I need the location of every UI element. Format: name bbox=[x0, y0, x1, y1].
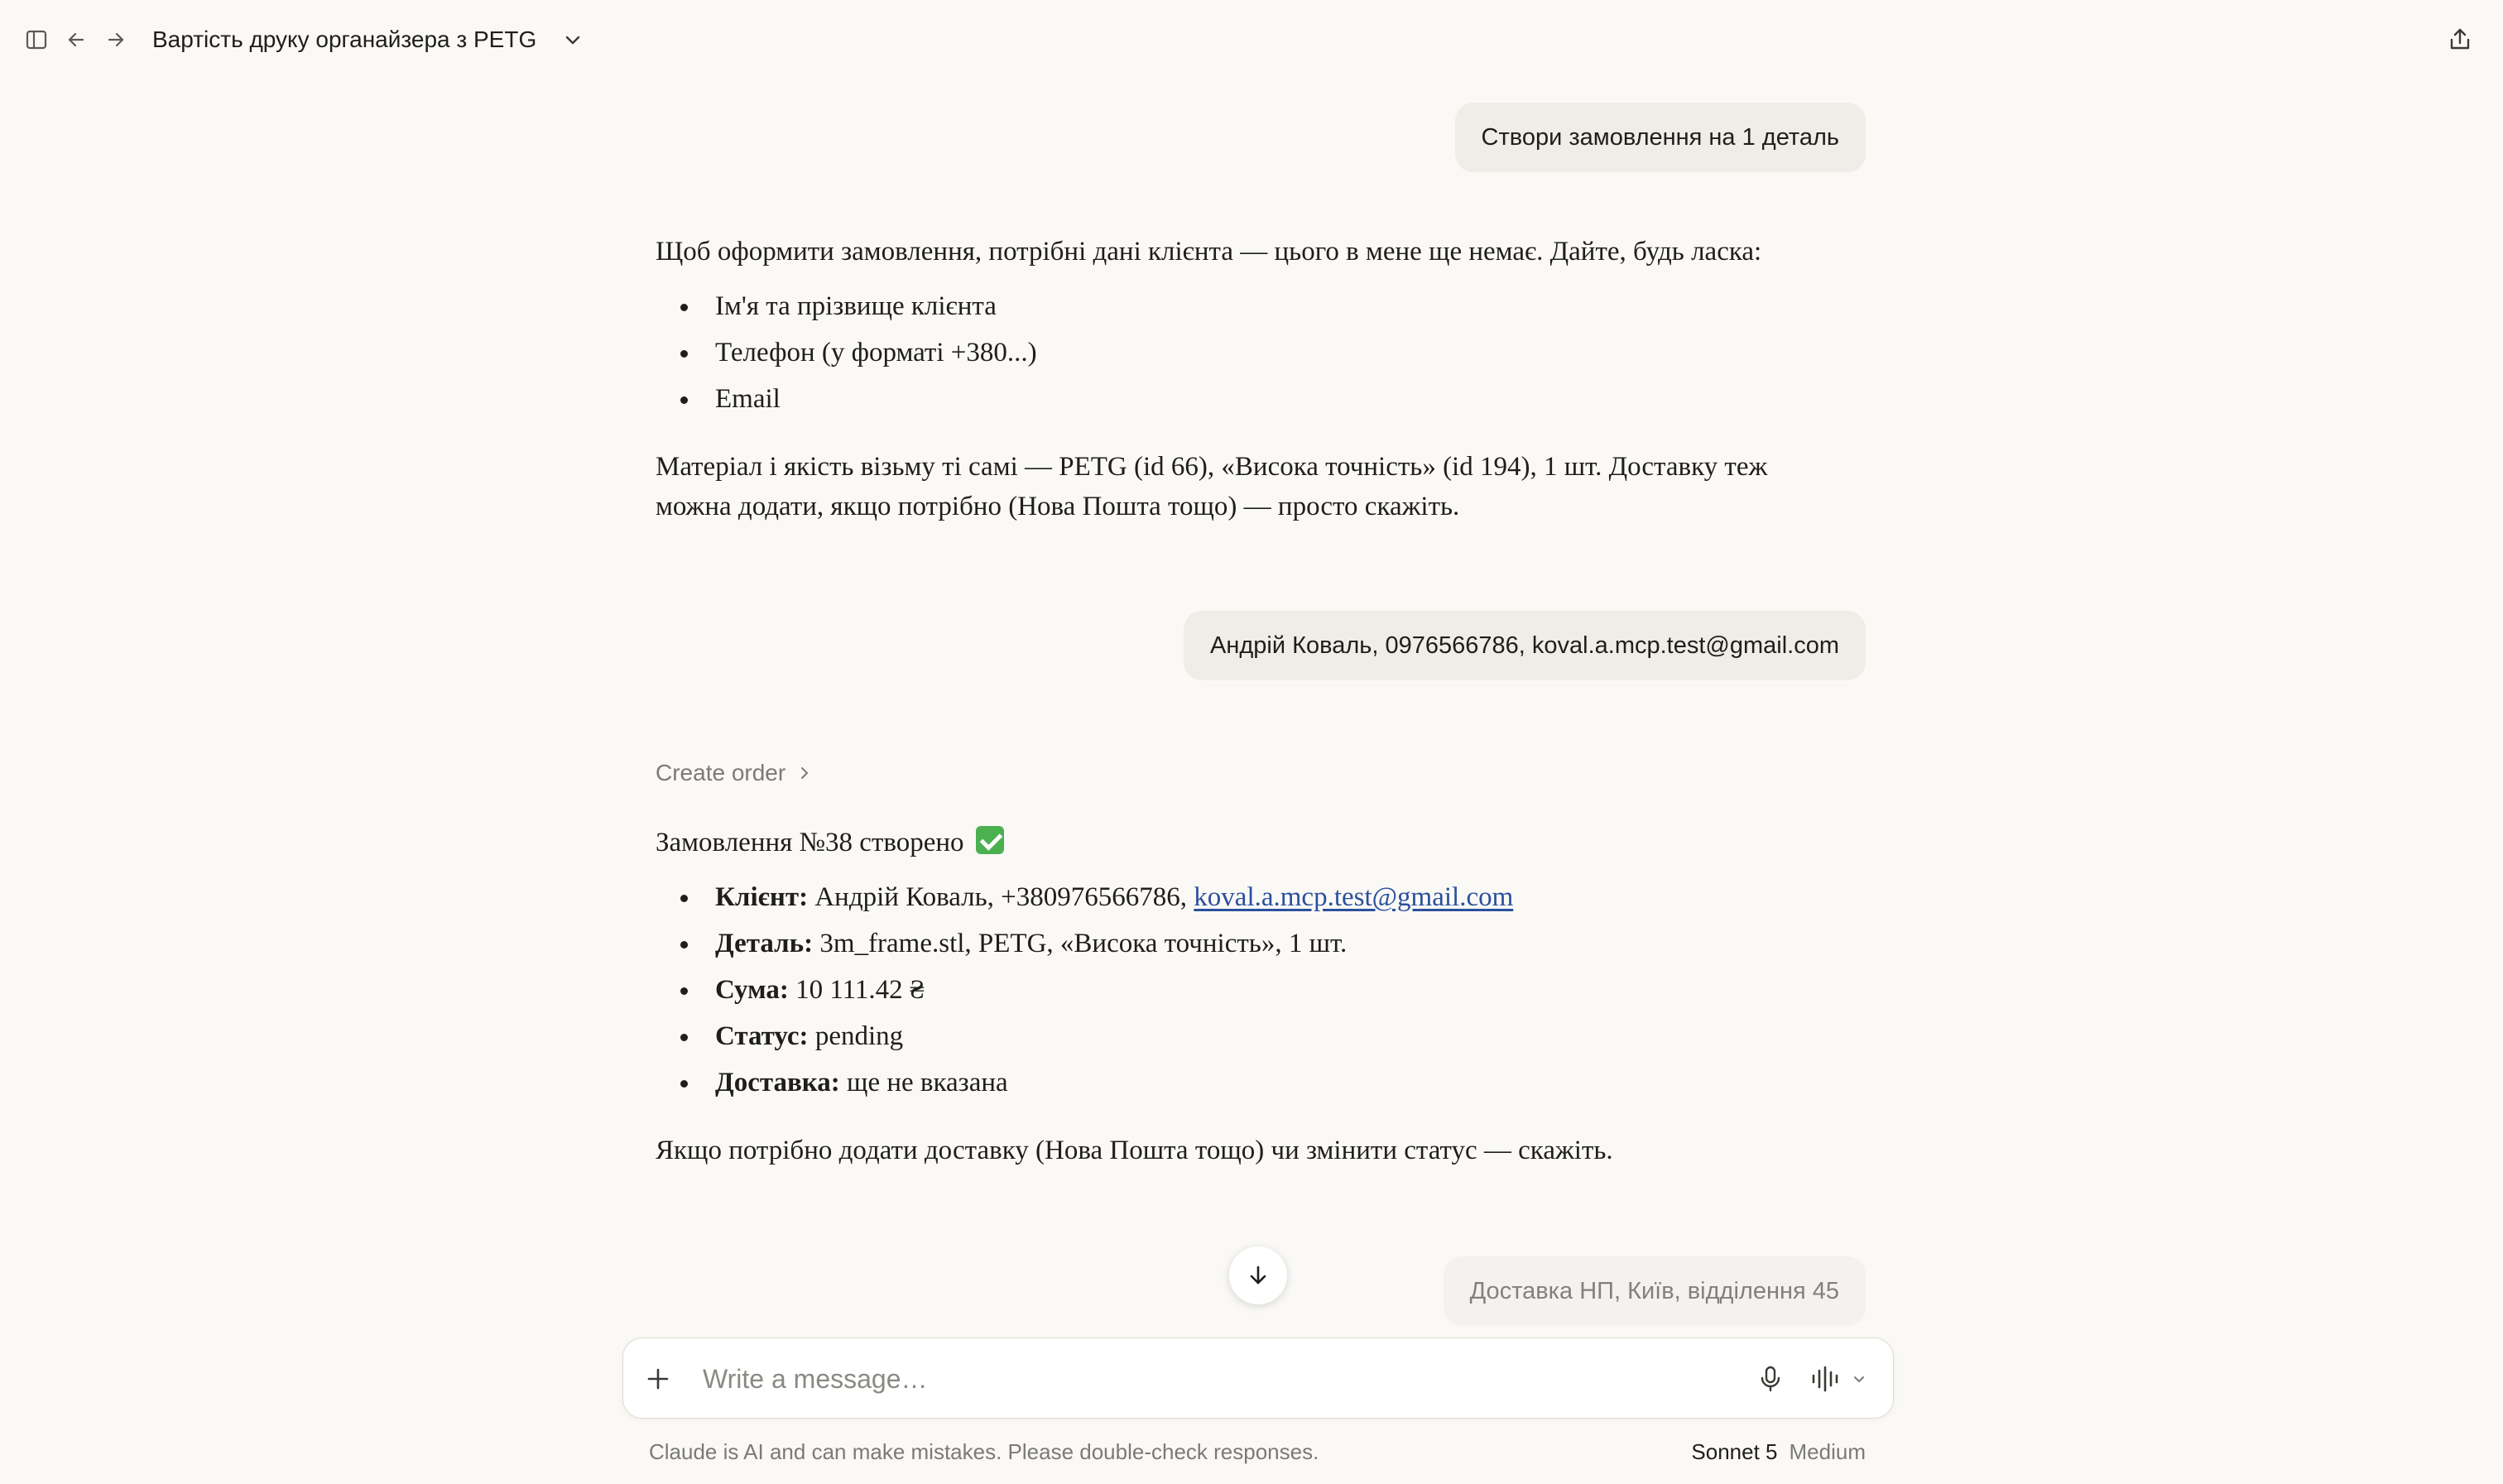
chat-title[interactable]: Вартість друку органайзера з PETG bbox=[152, 26, 537, 52]
detail-label: Сума: bbox=[715, 975, 789, 1005]
user-message-text: Створи замовлення на 1 деталь bbox=[1481, 124, 1839, 151]
order-detail-delivery bbox=[656, 1059, 1847, 1106]
model-effort: Medium bbox=[1789, 1439, 1866, 1464]
assistant-message bbox=[656, 823, 1847, 1170]
detail-value: ще не вказана bbox=[847, 1068, 1008, 1097]
assistant-paragraph: Матеріал і якість візьму ті самі — PETG (id 66), «Висока точність» (id 194), 1 шт. Доставку теж bbox=[656, 452, 1768, 482]
user-message bbox=[1444, 1256, 1866, 1326]
detail-value: Андрій Коваль, +380976566786, bbox=[814, 882, 1188, 912]
assistant-paragraph: Щоб оформити замовлення, потрібні дані клієнта — цього в мене ще немає. Дайте, будь ласка: bbox=[656, 237, 1762, 267]
email-link[interactable]: koval.a.mcp.test@gmail.com bbox=[1194, 882, 1514, 912]
detail-value: 3m_frame.stl, PETG, «Висока точність», 1 шт. bbox=[819, 929, 1348, 958]
tool-call-toggle[interactable] bbox=[656, 756, 812, 790]
chevron-down-icon bbox=[1852, 1371, 1866, 1386]
chevron-down-icon[interactable] bbox=[558, 25, 588, 55]
message-input[interactable] bbox=[703, 1358, 1530, 1400]
user-message-text: Андрій Коваль, 0976566786, koval.a.mcp.test@gmail.com bbox=[1210, 632, 1839, 659]
order-detail-status bbox=[656, 1013, 1847, 1059]
assistant-paragraph: Якщо потрібно додати доставку (Нова Пошта тощо) чи змінити статус — скажіть. bbox=[656, 1136, 1613, 1165]
order-heading bbox=[656, 823, 1847, 862]
list-item: Телефон (у форматі +380...) bbox=[656, 329, 1847, 376]
list-item: Ім'я та прізвище клієнта bbox=[656, 283, 1847, 329]
assistant-message bbox=[656, 232, 1847, 526]
user-message-text: Доставка НП, Київ, відділення 45 bbox=[1469, 1278, 1839, 1304]
microphone-icon[interactable] bbox=[1754, 1362, 1787, 1395]
top-bar bbox=[0, 0, 2503, 79]
check-mark-icon bbox=[976, 826, 1004, 854]
plus-icon[interactable] bbox=[641, 1362, 675, 1395]
scroll-to-bottom-button[interactable] bbox=[1229, 1246, 1287, 1304]
chevron-right-icon bbox=[797, 766, 812, 780]
model-selector[interactable] bbox=[1691, 1437, 1866, 1467]
order-detail-part bbox=[656, 920, 1847, 967]
user-message bbox=[1184, 611, 1866, 680]
arrow-down-icon bbox=[1246, 1263, 1271, 1288]
detail-label: Статус: bbox=[715, 1021, 809, 1051]
order-details-list bbox=[656, 874, 1847, 1106]
arrow-left-icon[interactable] bbox=[61, 25, 91, 55]
assistant-paragraph: можна додати, якщо потрібно (Нова Пошта тощо) — просто скажіть. bbox=[656, 492, 1460, 521]
user-message bbox=[1455, 103, 1866, 172]
detail-value: 10 111.42 ₴ bbox=[795, 975, 925, 1005]
order-detail-client bbox=[656, 874, 1847, 920]
detail-label: Деталь: bbox=[715, 929, 814, 958]
detail-label: Клієнт: bbox=[715, 882, 809, 912]
arrow-right-icon[interactable] bbox=[101, 25, 131, 55]
sidebar-toggle-icon[interactable] bbox=[22, 25, 51, 55]
requirements-list bbox=[656, 283, 1847, 422]
detail-value: pending bbox=[814, 1021, 904, 1051]
order-heading-text: Замовлення №38 створено bbox=[656, 828, 964, 857]
share-icon[interactable] bbox=[2443, 23, 2477, 56]
list-item: Email bbox=[656, 376, 1847, 422]
tool-call-label: Create order bbox=[656, 760, 786, 785]
detail-label: Доставка: bbox=[715, 1068, 840, 1097]
message-composer bbox=[622, 1338, 1894, 1419]
order-detail-sum bbox=[656, 967, 1847, 1013]
voice-mode-icon[interactable] bbox=[1810, 1362, 1876, 1395]
model-name: Sonnet 5 bbox=[1691, 1439, 1778, 1464]
disclaimer: Claude is AI and can make mistakes. Please double-check responses. bbox=[649, 1439, 1319, 1464]
